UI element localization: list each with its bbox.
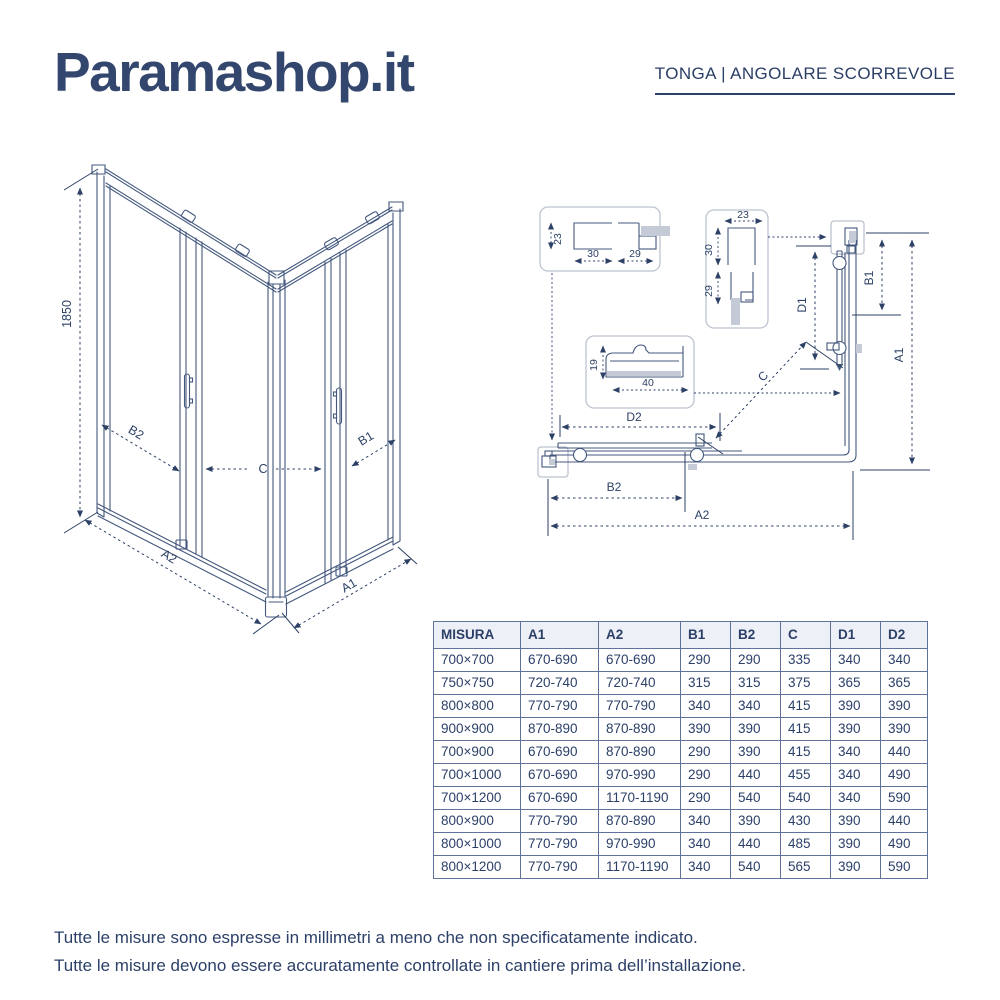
iso-dimension-labels: [60, 300, 376, 595]
table-cell: 390: [731, 810, 781, 833]
table-cell: 440: [881, 810, 928, 833]
table-cell: 415: [781, 741, 831, 764]
table-head: [434, 622, 928, 649]
table-cell: 390: [731, 741, 781, 764]
table-cell: 340: [681, 833, 731, 856]
table-cell: 390: [831, 718, 881, 741]
table-cell: 455: [781, 764, 831, 787]
table-cell: 390: [831, 695, 881, 718]
table-cell: 365: [831, 672, 881, 695]
door-handles: [185, 374, 342, 424]
table-header-cell: B1: [681, 622, 731, 649]
table-cell: 970-990: [599, 833, 681, 856]
table-cell: 800×900: [434, 810, 521, 833]
table-cell: 290: [681, 764, 731, 787]
table-cell: 670-690: [599, 649, 681, 672]
table-header-cell: MISURA: [434, 622, 521, 649]
table-header-cell: D2: [881, 622, 928, 649]
table-cell: 415: [781, 718, 831, 741]
table-cell: 340: [831, 787, 881, 810]
table-cell: 870-890: [599, 718, 681, 741]
table-cell: 720-740: [521, 672, 599, 695]
table-cell: 700×1000: [434, 764, 521, 787]
table-cell: 390: [681, 718, 731, 741]
table-cell: 340: [831, 764, 881, 787]
table-cell: 1170-1190: [599, 856, 681, 879]
plan-b2-label: B2: [606, 480, 622, 494]
iso-structure: [92, 165, 403, 617]
table-header-cell: A2: [599, 622, 681, 649]
table-cell: 340: [831, 741, 881, 764]
table-cell: 670-690: [521, 741, 599, 764]
table-cell: 770-790: [521, 833, 599, 856]
iso-diagram-svg: [40, 140, 460, 670]
table-cell: 335: [781, 649, 831, 672]
table-cell: 365: [881, 672, 928, 695]
plan-svg: [520, 190, 965, 560]
table-cell: 900×900: [434, 718, 521, 741]
table-cell: 700×900: [434, 741, 521, 764]
table-cell: 290: [731, 649, 781, 672]
table-cell: 670-690: [521, 787, 599, 810]
table-cell: 340: [731, 695, 781, 718]
plan-diagram-main: [520, 190, 965, 565]
table-cell: 750×750: [434, 672, 521, 695]
table-row: [434, 856, 928, 879]
table-cell: 770-790: [521, 856, 599, 879]
iso-c-label: C: [258, 462, 268, 476]
inset-b-h2: 29: [703, 285, 715, 297]
plan-a1-label: A1: [892, 347, 906, 363]
table-cell: 340: [681, 810, 731, 833]
table-cell: 290: [681, 741, 731, 764]
table-cell: 490: [881, 833, 928, 856]
table-cell: 670-690: [521, 764, 599, 787]
inset-a-w1: 30: [587, 248, 599, 260]
table-row: [434, 672, 928, 695]
footer-note-2: Tutte le misure devono essere accuratamente controllate in cantiere prima dell’installazione.: [54, 956, 747, 975]
table-row: [434, 787, 928, 810]
table-cell: 290: [681, 649, 731, 672]
table-cell: 590: [881, 856, 928, 879]
inset-c-h: 19: [588, 359, 600, 371]
table-cell: 870-890: [521, 718, 599, 741]
table-row: [434, 810, 928, 833]
table-cell: 315: [681, 672, 731, 695]
table-row: [434, 833, 928, 856]
table-cell: 970-990: [599, 764, 681, 787]
table-cell: 290: [681, 787, 731, 810]
iso-height-label: 1850: [60, 300, 74, 328]
plan-d1-label: D1: [795, 297, 809, 313]
table-cell: 870-890: [599, 741, 681, 764]
table-cell: 390: [731, 718, 781, 741]
table-cell: 800×1200: [434, 856, 521, 879]
table-cell: 770-790: [521, 695, 599, 718]
table-cell: 390: [831, 833, 881, 856]
table-row: [434, 741, 928, 764]
table-cell: 870-890: [599, 810, 681, 833]
table-cell: 565: [781, 856, 831, 879]
table-cell: 415: [781, 695, 831, 718]
iso-a1-label: A1: [338, 575, 360, 596]
table-cell: 340: [681, 695, 731, 718]
table-cell: 340: [881, 649, 928, 672]
table-cell: 390: [881, 718, 928, 741]
inset-a-h: 23: [552, 233, 564, 245]
table-body: [434, 649, 928, 879]
table-header-row: [434, 622, 928, 649]
inset-c-w: 40: [642, 377, 654, 389]
inset-a-w2: 29: [629, 248, 641, 260]
table-cell: 700×1200: [434, 787, 521, 810]
table-row: [434, 764, 928, 787]
table-row: [434, 649, 928, 672]
table-row: [434, 718, 928, 741]
table-cell: 720-740: [599, 672, 681, 695]
table-cell: 770-790: [599, 695, 681, 718]
table-cell: 540: [781, 787, 831, 810]
plan-c-label: C: [754, 368, 772, 385]
table-cell: 800×1000: [434, 833, 521, 856]
product-title: TONGA | ANGOLARE SCORREVOLE: [655, 64, 955, 95]
footer-notes: [54, 924, 746, 980]
table-cell: 670-690: [521, 649, 599, 672]
table-header-cell: A1: [521, 622, 599, 649]
table-cell: 490: [881, 764, 928, 787]
plan-d2-label: D2: [626, 410, 642, 424]
table-cell: 485: [781, 833, 831, 856]
table-header-cell: C: [781, 622, 831, 649]
iso-diagram: [40, 140, 460, 675]
table-cell: 440: [731, 833, 781, 856]
table-cell: 770-790: [521, 810, 599, 833]
table-cell: 390: [831, 856, 881, 879]
table-cell: 800×800: [434, 695, 521, 718]
table-cell: 340: [681, 856, 731, 879]
table-cell: 430: [781, 810, 831, 833]
spec-table: [433, 621, 928, 879]
table-cell: 440: [731, 764, 781, 787]
table-cell: 700×700: [434, 649, 521, 672]
table-header-cell: B2: [731, 622, 781, 649]
inset-b-w: 23: [737, 209, 749, 221]
table-cell: 540: [731, 787, 781, 810]
table-cell: 390: [831, 810, 881, 833]
table-cell: 315: [731, 672, 781, 695]
table-cell: 390: [881, 695, 928, 718]
table-cell: 590: [881, 787, 928, 810]
table-cell: 440: [881, 741, 928, 764]
table-cell: 1170-1190: [599, 787, 681, 810]
footer-note-1: Tutte le misure sono espresse in millimetri a meno che non specificatamente indicato.: [54, 928, 698, 947]
table-cell: 540: [731, 856, 781, 879]
plan-a2-label: A2: [694, 508, 710, 522]
table-row: [434, 695, 928, 718]
iso-b1-label: B1: [355, 428, 377, 449]
iso-b2-label: B2: [125, 422, 147, 443]
table-header-cell: D1: [831, 622, 881, 649]
iso-a2-label: A2: [158, 546, 180, 567]
plan-b1-label: B1: [862, 270, 876, 286]
roller-brackets: [181, 209, 380, 257]
inset-b-h1: 30: [703, 244, 715, 256]
brand-logo: Paramashop.it: [54, 41, 414, 103]
table-cell: 340: [831, 649, 881, 672]
table-cell: 375: [781, 672, 831, 695]
